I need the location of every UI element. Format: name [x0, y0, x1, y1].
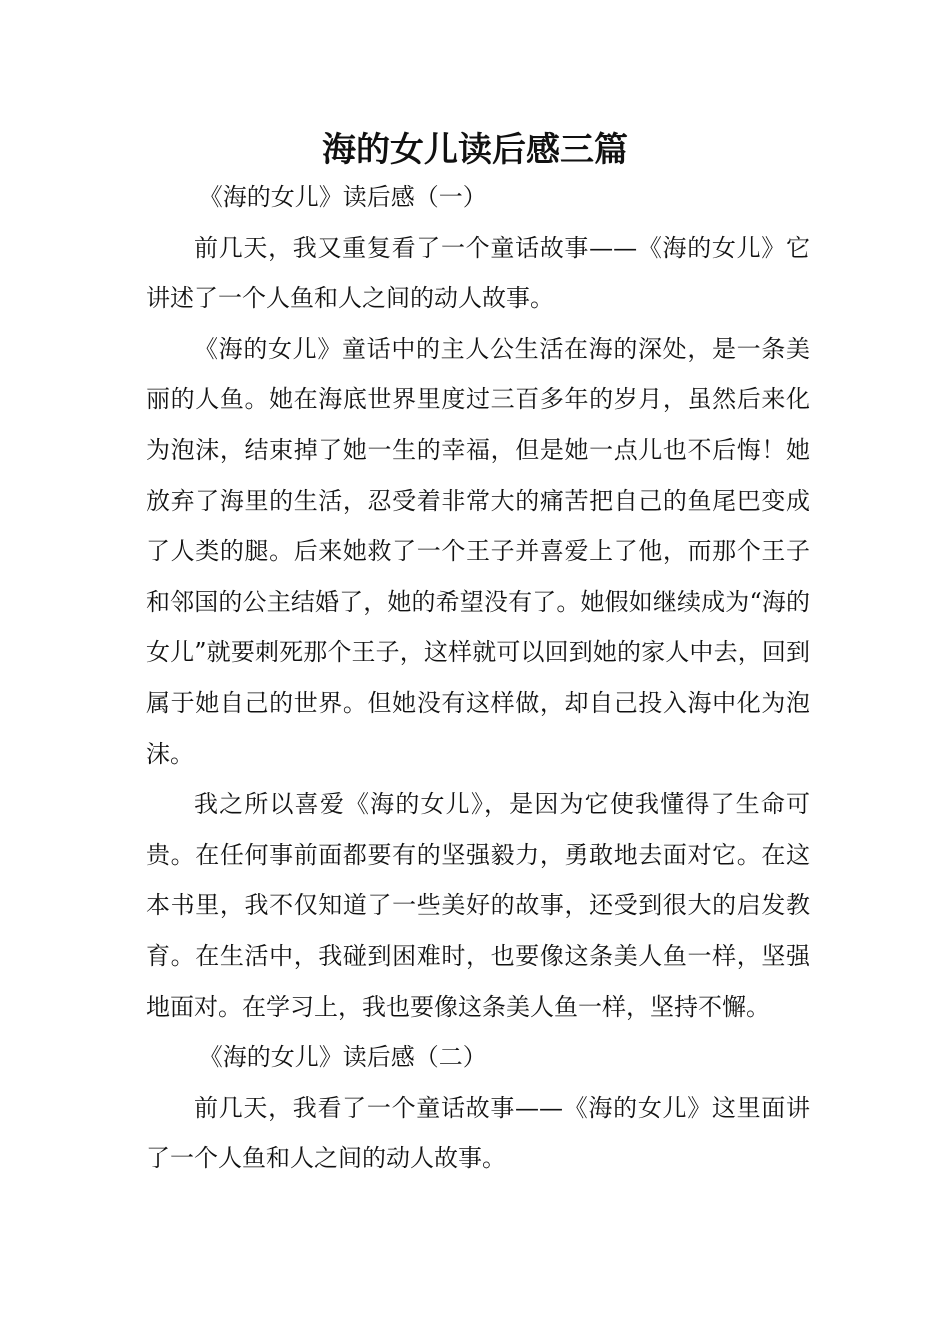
paragraph-4: 前几天，我看了一个童话故事——《海的女儿》这里面讲了一个人鱼和人之间的动人故事。 — [146, 1093, 810, 1173]
paragraph-1: 前几天，我又重复看了一个童话故事——《海的女儿》它讲述了一个人鱼和人之间的动人故事。 — [146, 233, 810, 313]
section-heading-2: 《海的女儿》读后感（二） — [198, 1043, 487, 1072]
document-title: 海的女儿读后感三篇 — [322, 130, 628, 170]
paragraph-3: 我之所以喜爱《海的女儿》，是因为它使我懂得了生命可贵。在任何事前面都要有的坚强毅力，勇敢地去面对它。在这本书里，我不仅知道了一些美好的故事，还受到很大的启发教育。在生活中，我碰到困难时，也要像这条美人鱼一样，坚强地面对。在学习上，我也要像这条美人鱼一样，坚持不懈。 — [146, 790, 810, 1021]
paragraph-2: 《海的女儿》童话中的主人公生活在海的深处，是一条美丽的人鱼。她在海底世界里度过三百多年的岁月，虽然后来化为泡沫，结束掉了她一生的幸福，但是她一点儿也不后悔！她放弃了海里的生活，忍受着非常大的痛苦把自己的鱼尾巴变成了人类的腿。后来她救了一个王子并喜爱上了他，而那个王子和邻国的公主结婚了，她的希望没有了。她假如继续成为“海的女儿”就要刺死那个王子，这样就可以回到她的家人中去，回到属于她自己的世界。但她没有这样做，却自己投入海中化为泡沫。 — [146, 334, 810, 768]
section-heading-1: 《海的女儿》读后感（一） — [198, 183, 487, 211]
document-body — [146, 172, 810, 1184]
